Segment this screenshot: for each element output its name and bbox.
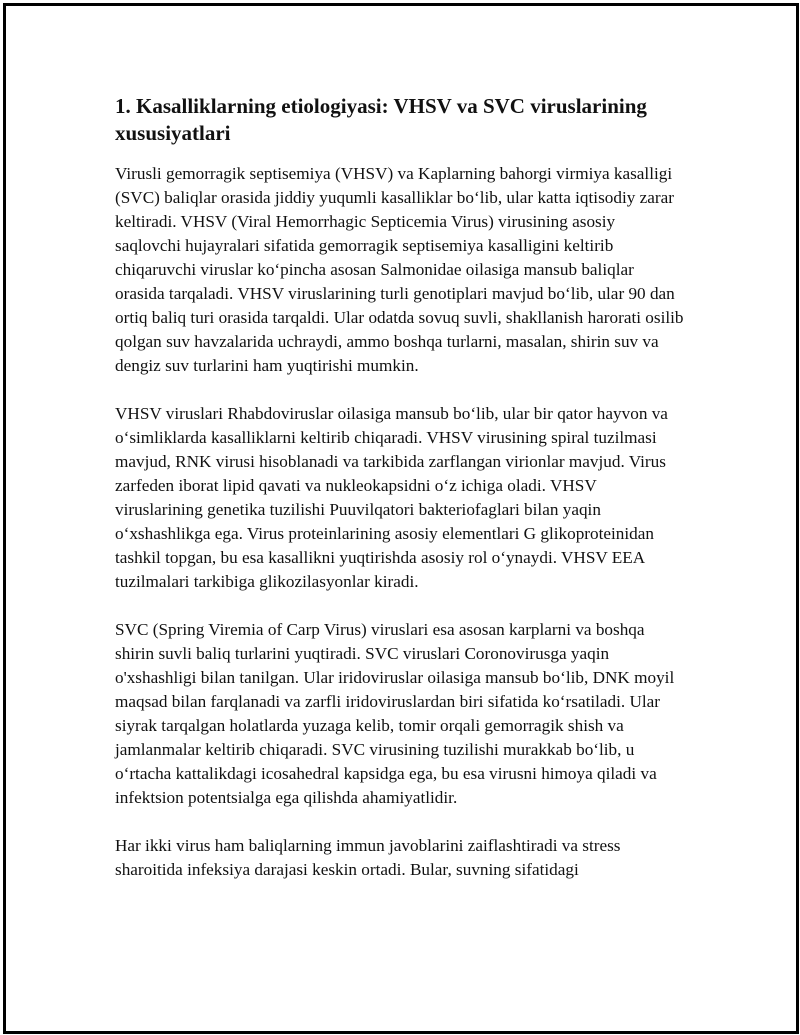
paragraph-vhsv-intro: Virusli gemorragik septisemiya (VHSV) va Kaplarning bahorgi virmiya kasalligi (SVC) baliqlar orasida jiddiy yuqumli kasalliklar bo‘lib, ular katta iqtisodiy zarar keltiradi. VHSV (Viral Hemorrhagic Septicemia Virus) virusining asosiy saqlovchi hujayralari sifatida gemorragik septisemiya kasalligini keltirib chiqaruvchi viruslar ko‘pincha asosan Salmonidae oilasiga mansub baliqlar orasida tarqaladi. VHSV viruslarining turli genotiplari mavjud bo‘lib, ular 90 dan ortiq baliq turi orasida tarqaldi. Ular odatda sovuq suvli, shakllanish harorati osilib qolgan suv havzalarida uchraydi, ammo boshqa turlarni, masalan, shirin suv va dengiz suv turlarini ham yuqtirishi mumkin. bbox=[115, 164, 684, 375]
section-title: 1. Kasalliklarning etiologiyasi: VHSV va SVC viruslarining xususiyatlari bbox=[115, 94, 647, 145]
document-body bbox=[115, 93, 685, 906]
paragraph-svc: SVC (Spring Viremia of Carp Virus) viruslari esa asosan karplarni va boshqa shirin suvli baliq turlarini yuqtiradi. SVC viruslari Coronovirusga yaqin o'xshashligi bilan tanilgan. Ular iridoviruslar oilasiga mansub bo‘lib, DNK moyil maqsad bilan farqlanadi va zarfli iridoviruslardan biri sifatida ko‘rsatiladi. Ular siyrak tarqalgan holatlarda yuzaga kelib, tomir orqali gemorragik shish va jamlanmalar keltirib chiqaradi. SVC virusining tuzilishi murakkab bo‘lib, u o‘rtacha kattalikdagi icosahedral kapsidga ega, bu esa virusni himoya qiladi va infektsion potentsialga ega qilishda ahamiyatlidir. bbox=[115, 620, 675, 807]
paragraph-vhsv-structure: VHSV viruslari Rhabdoviruslar oilasiga mansub bo‘lib, ular bir qator hayvon va o‘simliklarda kasalliklarni keltirib chiqaradi. VHSV virusining spiral tuzilmasi mavjud, RNK virusi hisoblanadi va tarkibida zarflangan virionlar mavjud. Virus zarfeden iborat lipid qavati va nukleokapsidni o‘z ichiga oladi. VHSV viruslarining genetika tuzilishi Puuvilqatori bakteriofaglari bilan yaqin o‘xshashlikga ega. Virus proteinlarining asosiy elementlari G glikoproteinidan tashkil topgan, bu esa kasallikni yuqtirishda asosiy rol o‘ynaydi. VHSV EEA tuzilmalari tarkibiga glikozilasyonlar kiradi. bbox=[115, 404, 668, 591]
paragraph-immune: Har ikki virus ham baliqlarning immun javoblarini zaiflashtiradi va stress sharoitida infeksiya darajasi keskin ortadi. Bular, suvning sifatidagi bbox=[115, 836, 621, 879]
